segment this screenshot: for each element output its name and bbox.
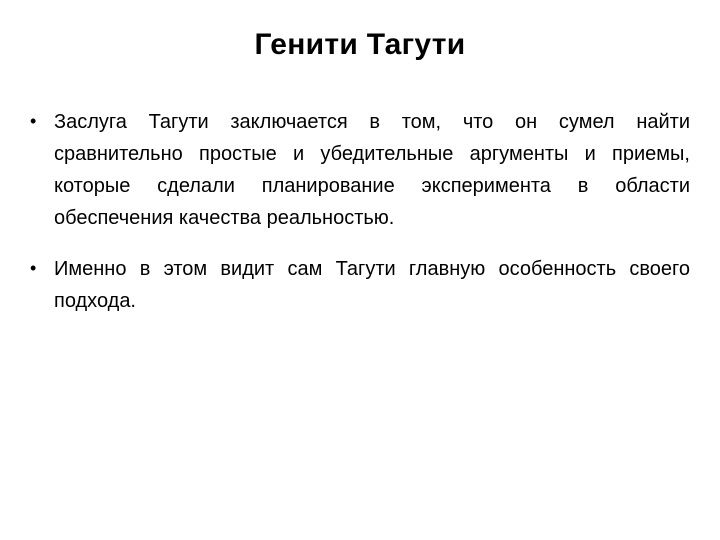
slide-title: Генити Тагути [254,28,466,61]
bullet-text: Именно в этом видит сам Тагути главную особенность своего подхода. [54,258,690,312]
bullet-text: Заслуга Тагути заключается в том, что он сумел найти сравнительно простые и убедительные аргументы и приемы, которые сделали планирование эксперимента в области обеспечения качества реальностью. [54,111,690,229]
bullet-dot-icon: • [30,111,37,131]
bullet-item [30,253,690,317]
bullet-dot-icon: • [30,258,37,278]
bullet-list [30,106,690,317]
bullet-item [30,106,690,234]
